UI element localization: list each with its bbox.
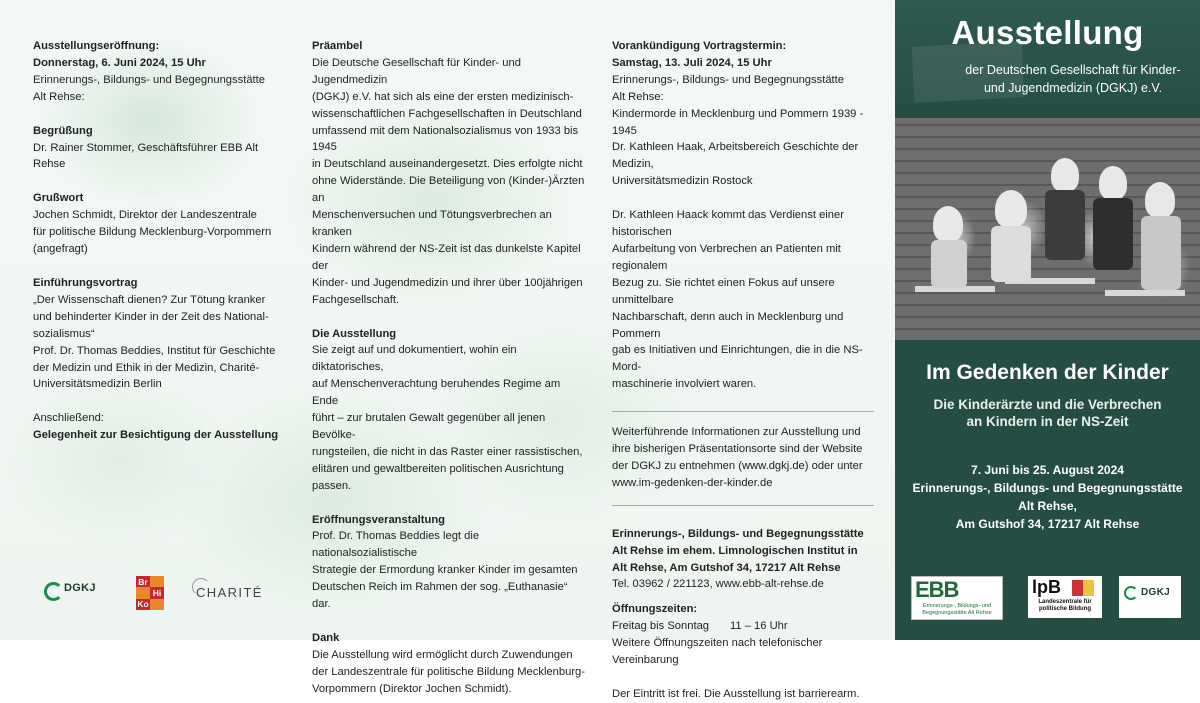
charite-logo: CHARITÉ bbox=[196, 585, 263, 600]
crest-icon bbox=[1072, 580, 1094, 596]
cover-address: Am Gutshof 34, 17217 Alt Rehse bbox=[955, 517, 1140, 531]
talk-text: der Medizin und Ethik in der Medizin, Charité- bbox=[33, 361, 260, 374]
lpb-logo: lpB Landeszentrale für politische Bildung bbox=[1028, 576, 1102, 618]
cover-panel bbox=[895, 0, 1200, 640]
opening-date: Donnerstag, 6. Juni 2024, 15 Uhr bbox=[33, 56, 206, 69]
column-opening-program bbox=[33, 38, 293, 444]
ebb-logo: EBB Erinnerungs-, Bildungs- und Begegnungsstätte Alt Rehse bbox=[911, 576, 1003, 620]
more-info-line: der DGKJ zu entnehmen (www.dgkj.de) oder unter bbox=[612, 459, 863, 472]
more-info-line: ihre bisherigen Präsentationsorte sind der Website bbox=[612, 443, 863, 456]
venue-name: Erinnerungs-, Bildungs- und Begegnungsstätte bbox=[612, 527, 864, 540]
address-text: (angefragt) bbox=[33, 243, 88, 256]
thanks-line: Die Ausstellung wird ermöglicht durch Zuwendungen bbox=[312, 648, 573, 661]
dgkj-logo: DGKJ bbox=[44, 578, 104, 608]
exhibition-line: Sie zeigt auf und dokumentiert, wohin ein diktatorisches, bbox=[312, 344, 517, 374]
sponsor-logos bbox=[40, 572, 280, 616]
exhibition-heading: Die Ausstellung bbox=[312, 327, 397, 340]
entry-note: Der Eintritt ist frei. Die Ausstellung ist barrierearm. bbox=[612, 688, 860, 700]
lecture-date: Samstag, 13. Juli 2024, 15 Uhr bbox=[612, 56, 772, 69]
section-divider bbox=[612, 505, 874, 506]
lecture-heading: Vorankündigung Vortragstermin: bbox=[612, 40, 787, 52]
preamble-line: Fachgesellschaft. bbox=[312, 293, 400, 306]
dgkj-logo: DGKJ bbox=[1119, 576, 1181, 618]
cover-subtitle: der Deutschen Gesellschaft für Kinder- und Jugendmedizin (DGKJ) e.V. bbox=[965, 63, 1181, 95]
event-line: Prof. Dr. Thomas Beddies legt die nationalsozialistische bbox=[312, 530, 480, 560]
lecture-title: Kindermorde in Mecklenburg und Pommern 1939 - 1945 bbox=[612, 107, 864, 137]
hours-row bbox=[612, 618, 884, 635]
hours-time: 11 – 16 Uhr bbox=[730, 620, 788, 633]
hours-days: Freitag bis Sonntag bbox=[612, 620, 710, 633]
venue-address: Alt Rehse, Am Gutshof 34, 17217 Alt Rehse bbox=[612, 561, 841, 574]
event-heading: Eröffnungsveranstaltung bbox=[312, 513, 446, 526]
column-preamble bbox=[312, 38, 587, 698]
hours-more: Weitere Öffnungszeiten nach telefonischer Vereinbarung bbox=[612, 637, 823, 667]
cover-info bbox=[895, 461, 1200, 533]
column-lecture-info bbox=[612, 38, 884, 703]
preamble-line: wissenschaftlichen Fachgesellschaften in Deutschland bbox=[312, 107, 582, 120]
more-info-line: Weiterführende Informationen zur Ausstellung und bbox=[612, 426, 861, 439]
dgkj-mark-icon bbox=[1124, 586, 1138, 600]
preamble-line: Kinder- und Jugendmedizin und ihrer über 100jährigen bbox=[312, 276, 583, 289]
preamble-line: Kindern während der NS-Zeit ist das dunkelste Kapitel der bbox=[312, 242, 581, 272]
exhibition-line: rungsteilen, die nicht in das Raster einer rassistischen, bbox=[312, 445, 583, 458]
preamble-line: umfassend mit dem Nationalsozialismus von 1933 bis 1945 bbox=[312, 124, 579, 154]
memorial-subtitle: Die Kinderärzte und die Verbrechen an Kindern in der NS-Zeit bbox=[933, 397, 1162, 429]
event-line: Strategie der Ermordung kranker Kinder im gesamten bbox=[312, 564, 578, 577]
greeting-text: Dr. Rainer Stommer, Geschäftsführer EBB Alt Rehse bbox=[33, 141, 259, 171]
preamble-line: ohne Widerstände. Die Beteiligung von (Kinder-)Ärzten an bbox=[312, 175, 585, 205]
exhibition-line: elitären und gewaltbereiten politischen Ausrichtung passen. bbox=[312, 462, 564, 492]
more-info-link: www.im-gedenken-der-kinder.de bbox=[612, 476, 773, 489]
cover-title: Ausstellung bbox=[951, 14, 1144, 51]
brhiko-logo: Br Hi Ko bbox=[136, 576, 164, 610]
thanks-line: der Landeszentrale für politische Bildung Mecklenburg- bbox=[312, 665, 586, 678]
after-text: Gelegenheit zur Besichtigung der Ausstellung bbox=[33, 429, 279, 442]
section-divider bbox=[612, 411, 874, 412]
opening-heading: Ausstellungseröffnung: bbox=[33, 40, 160, 52]
address-heading: Grußwort bbox=[33, 192, 84, 205]
talk-text: Universitätsmedizin Berlin bbox=[33, 378, 162, 391]
lecture-venue: Erinnerungs-, Bildungs- und Begegnungsstätte bbox=[612, 73, 844, 86]
lecture-speaker: Universitätsmedizin Rostock bbox=[612, 175, 753, 188]
dgkj-mark-icon bbox=[44, 582, 63, 601]
exhibition-line: führt – zur brutalen Gewalt gegenüber all jenen Bevölke- bbox=[312, 412, 546, 441]
about-line: Aufarbeitung von Verbrechen an Patienten mit regionalem bbox=[612, 242, 841, 272]
talk-text: „Der Wissenschaft dienen? Zur Tötung kranker bbox=[33, 293, 266, 306]
preamble-heading: Präambel bbox=[312, 40, 363, 52]
talk-text: Prof. Dr. Thomas Beddies, Institut für Geschichte bbox=[33, 344, 276, 357]
about-line: Dr. Kathleen Haack kommt das Verdienst einer historischen bbox=[612, 209, 844, 239]
exhibition-line: auf Menschenverachtung beruhendes Regime am Ende bbox=[312, 378, 561, 408]
hours-heading: Öffnungszeiten: bbox=[612, 603, 698, 616]
preamble-line: in Deutschland auseinandergesetzt. Dies erfolgte nicht bbox=[312, 158, 583, 171]
cover-venue: Erinnerungs-, Bildungs- und Begegnungsstätte bbox=[912, 481, 1183, 495]
preamble-line: Die Deutsche Gesellschaft für Kinder- und Jugendmedizin bbox=[312, 56, 521, 86]
about-line: gab es Initiativen und Einrichtungen, die in die NS-Mord- bbox=[612, 344, 863, 374]
about-line: Nachbarschaft, denn auch in Mecklenburg und Pommern bbox=[612, 310, 844, 340]
partner-logos bbox=[895, 576, 1200, 622]
thanks-line: Vorpommern (Direktor Jochen Schmidt). bbox=[312, 682, 512, 695]
preamble-line: Menschenversuchen und Tötungsverbrechen an kranken bbox=[312, 209, 552, 238]
talk-heading: Einführungsvortrag bbox=[33, 276, 138, 289]
venue-contact: Tel. 03962 / 221123, www.ebb-alt-rehse.de bbox=[612, 578, 824, 591]
thanks-heading: Dank bbox=[312, 632, 340, 644]
about-line: maschinerie involviert waren. bbox=[612, 378, 757, 391]
talk-text: und behinderter Kinder in der Zeit des National- bbox=[33, 310, 269, 323]
event-line: Deutschen Reich im Rahmen der sog. „Euthanasie“ dar. bbox=[312, 581, 568, 611]
preamble-line: (DGKJ) e.V. hat sich als eine der ersten medizinisch- bbox=[312, 90, 574, 103]
talk-text: sozialismus“ bbox=[33, 327, 95, 340]
exhibition-dates: 7. Juni bis 25. August 2024 bbox=[971, 463, 1124, 477]
cover-venue: Alt Rehse, bbox=[1018, 499, 1077, 513]
opening-venue: Alt Rehse: bbox=[33, 90, 85, 103]
address-text: für politische Bildung Mecklenburg-Vorpommern bbox=[33, 226, 272, 239]
opening-venue: Erinnerungs-, Bildungs- und Begegnungsstätte bbox=[33, 73, 265, 86]
address-text: Jochen Schmidt, Direktor der Landeszentrale bbox=[33, 209, 257, 222]
greeting-heading: Begrüßung bbox=[33, 124, 93, 137]
about-line: Bezug zu. Sie richtet einen Fokus auf unsere unmittelbare bbox=[612, 276, 835, 306]
lecture-venue: Alt Rehse: bbox=[612, 90, 664, 103]
after-label: Anschließend: bbox=[33, 412, 104, 425]
children-photo bbox=[895, 118, 1200, 340]
lecture-speaker: Dr. Kathleen Haak, Arbeitsbereich Geschichte der Medizin, bbox=[612, 141, 859, 171]
venue-location: Alt Rehse im ehem. Limnologischen Institut in bbox=[612, 544, 858, 557]
memorial-title: Im Gedenken der Kinder bbox=[926, 361, 1169, 384]
